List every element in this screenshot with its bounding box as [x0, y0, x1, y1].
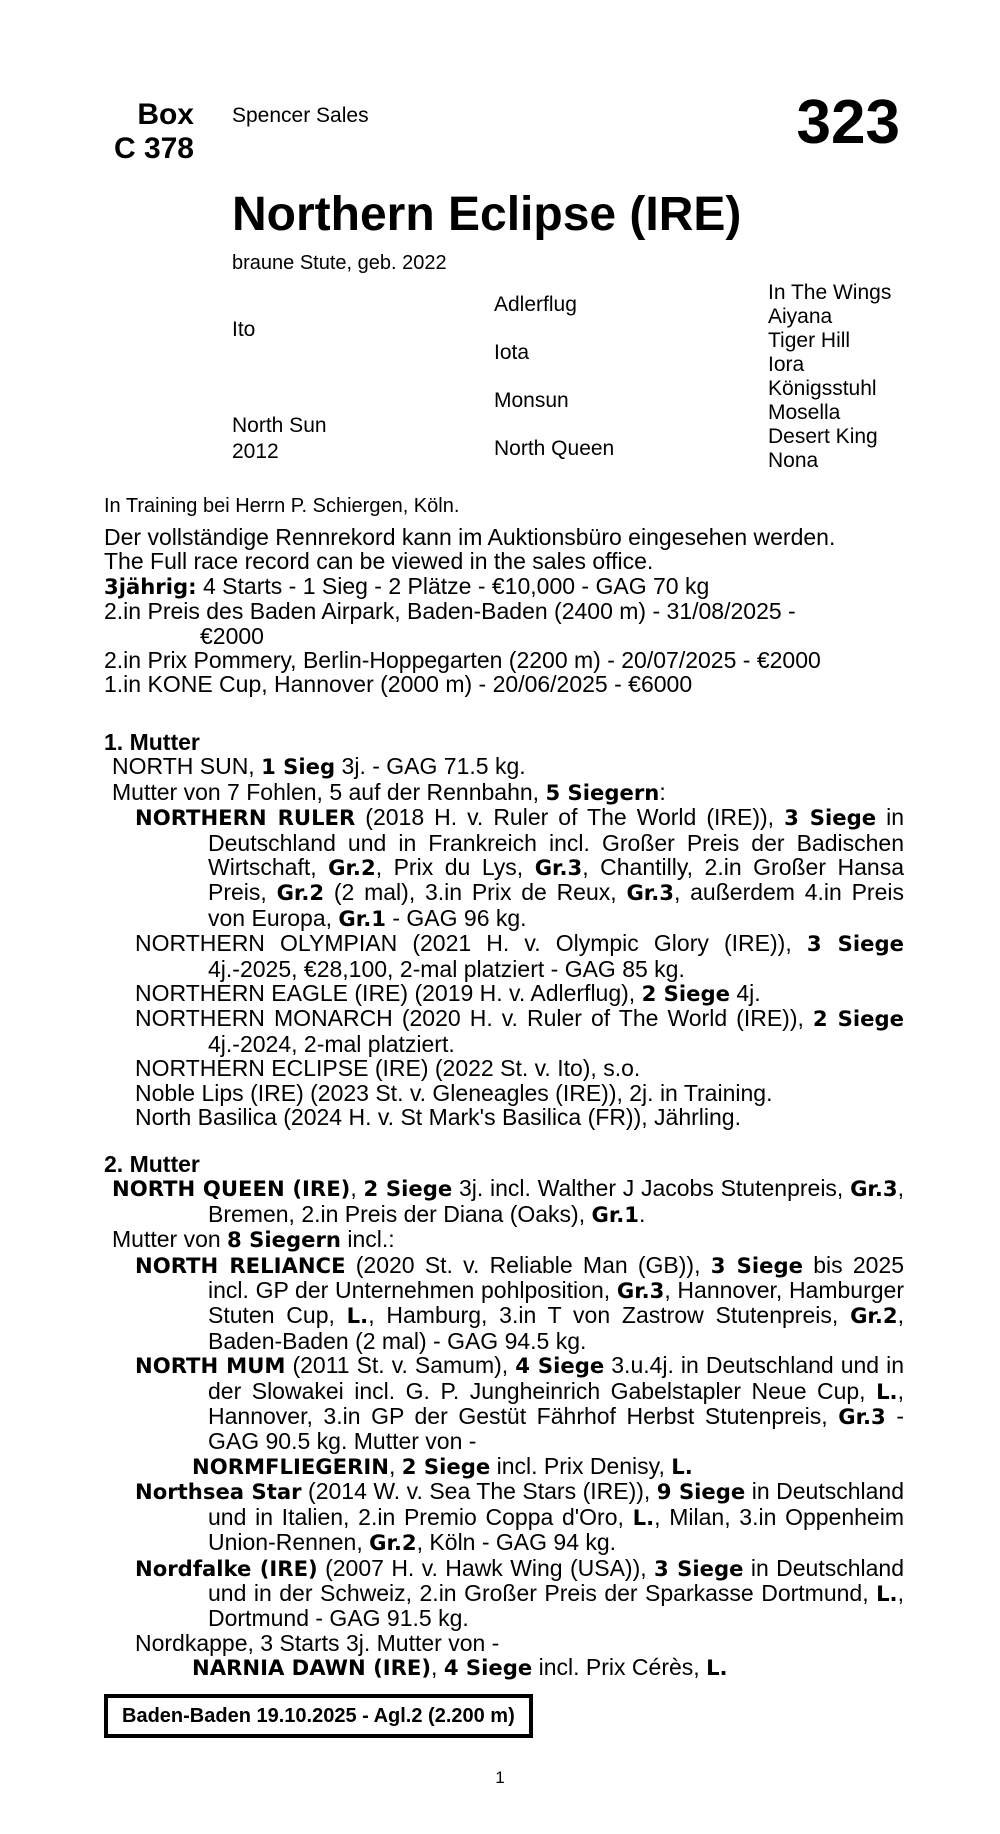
text: NORTHERN MONARCH (2020 H. v. Ruler of The World (IRE)),	[135, 1005, 813, 1032]
text: (2014 W. v. Sea The Stars (IRE)),	[301, 1478, 657, 1505]
bold-text: Northsea Star	[135, 1479, 302, 1505]
bold-text: Gr.2	[850, 1303, 898, 1329]
text: 3.u.4j. in Deutschland und in der Slowakei incl. G. P. Jungheinrich Gabelstapler Neue Cup,	[208, 1352, 904, 1404]
text: 3j. incl. Walther J Jacobs Stutenpreis,	[452, 1175, 851, 1202]
text: , Hannover, Hamburger Stuten Cup,	[208, 1277, 904, 1329]
pedigree-gen3-3: Tiger Hill	[768, 329, 851, 352]
text: (2011 St. v. Samum),	[285, 1352, 516, 1379]
dam1-wins: 1 Sieg	[261, 754, 336, 780]
pedigree-dam: North Sun	[232, 414, 327, 437]
offspring-entry	[104, 1631, 904, 1655]
text: in Deutschland und in Frankreich incl. Großer Preis der Badischen Wirtschaft,	[208, 804, 904, 881]
bold-text: Gr.3	[626, 880, 674, 906]
text: ,	[431, 1654, 444, 1681]
bold-text: 4 Siege	[515, 1353, 605, 1379]
dam1-title: 1. Mutter	[104, 729, 200, 755]
offspring-entry	[104, 1253, 904, 1354]
bold-text: Gr.2	[328, 855, 376, 881]
text: incl. Prix Denisy,	[490, 1452, 672, 1479]
seller-name: Spencer Sales	[232, 104, 369, 127]
record-result: 2.in Preis des Baden Airpark, Baden-Baden (2400 m) - 31/08/2025 -	[104, 598, 796, 625]
text: Noble Lips (IRE) (2023 St. v. Gleneagles (IRE)), 2j. in Training.	[135, 1079, 773, 1106]
text: - GAG 96 kg.	[385, 904, 527, 931]
text: , Hannover, 3.in GP der Gestüt Fährhof Herbst Stutenpreis,	[208, 1377, 904, 1430]
text: 4j.-2024, 2-mal platziert.	[208, 1030, 455, 1057]
text: North Basilica (2024 H. v. St Mark's Basilica (FR)), Jährling.	[135, 1104, 741, 1131]
record-summary-label: 3jährig:	[104, 573, 197, 599]
pedigree-gen3-1: In The Wings	[768, 281, 892, 304]
text: , Baden-Baden (2 mal) - GAG 94.5 kg.	[208, 1302, 904, 1354]
dam1-section	[104, 730, 904, 1130]
bold-text: NORTHERN RULER	[135, 805, 356, 831]
pedigree-gen3-5: Königsstuhl	[768, 377, 877, 400]
horse-description: braune Stute, geb. 2022	[232, 252, 447, 274]
pedigree-dam-year: 2012	[232, 440, 279, 463]
text: NORTHERN EAGLE (IRE) (2019 H. v. Adlerflug),	[135, 980, 642, 1007]
offspring-entry	[104, 981, 904, 1006]
box-title: Box	[137, 98, 194, 131]
bold-text: NORTH RELIANCE	[135, 1252, 346, 1278]
dam1-name: NORTH SUN,	[112, 753, 262, 780]
text: (2 mal), 3.in Prix de Reux,	[324, 879, 627, 906]
bold-text: 3 Siege	[806, 931, 904, 957]
record-result-cont: €2000	[200, 622, 264, 649]
horse-name: Northern Eclipse (IRE)	[232, 188, 742, 241]
box-label	[100, 98, 194, 166]
bold-text: Gr.1	[591, 1201, 640, 1227]
pedigree-gen3-4: Iora	[768, 353, 805, 376]
pedigree-sire-sire: Adlerflug	[494, 293, 577, 316]
bold-text: 2 Siege	[363, 1176, 453, 1202]
text: in Deutschland und in der Schweiz, 2.in Großer Preis der Sparkasse Dortmund,	[208, 1554, 904, 1606]
pedigree-sire-dam: Iota	[494, 341, 530, 364]
bold-text: Gr.3	[850, 1176, 898, 1202]
record-note-de: Der vollständige Rennrekord kann im Auktionsbüro eingesehen werden.	[104, 524, 836, 550]
dam1-after: 3j. - GAG 71.5 kg.	[335, 753, 526, 780]
offspring-entry	[104, 805, 904, 931]
record-summary	[104, 574, 904, 599]
bold-text: Gr.2	[369, 1530, 417, 1556]
bold-text: L.	[876, 1580, 898, 1606]
bold-text: L.	[346, 1303, 369, 1329]
text: ,	[388, 1452, 402, 1479]
bold-text: L.	[706, 1655, 728, 1681]
bold-text: 3 Siege	[710, 1252, 803, 1278]
dam2-produce	[104, 1227, 904, 1252]
bold-text: 4 Siege	[443, 1655, 533, 1681]
text: (2020 St. v. Reliable Man (GB)),	[345, 1251, 711, 1278]
dam2-title: 2. Mutter	[104, 1151, 200, 1177]
bold-text: Gr.3	[616, 1278, 665, 1304]
text: , Prix du Lys,	[375, 854, 535, 881]
offspring-sub-entry	[104, 1655, 904, 1680]
dam2-intro	[104, 1176, 904, 1227]
text: , Dortmund - GAG 91.5 kg.	[208, 1579, 904, 1632]
record-result: 1.in KONE Cup, Hannover (2000 m) - 20/06/2025 - €6000	[104, 671, 693, 698]
lot-number: 323	[796, 88, 900, 157]
text: , Hamburg, 3.in T von Zastrow Stutenpreis,	[368, 1302, 851, 1329]
bold-text: 3 Siege	[654, 1555, 744, 1581]
page-number: 1	[495, 1768, 505, 1787]
bold-text: 9 Siege	[656, 1479, 746, 1505]
bold-text: 8 Siegern	[227, 1227, 341, 1253]
dam1-produce-text: Mutter von 7 Fohlen, 5 auf der Rennbahn,	[112, 778, 546, 805]
offspring-sub-entry	[104, 1454, 904, 1479]
dam1-produce	[104, 780, 904, 805]
text: - GAG 90.5 kg. Mutter von -	[208, 1403, 904, 1455]
text: Mutter von	[112, 1226, 228, 1253]
bold-text: Gr.3	[534, 855, 583, 881]
bold-text: 3 Siege	[784, 805, 877, 831]
offspring-entry	[104, 1056, 904, 1080]
bold-text: L.	[671, 1453, 693, 1479]
bold-text: Nordfalke (IRE)	[135, 1555, 318, 1581]
pedigree-gen3-7: Desert King	[768, 425, 878, 448]
bold-text: Gr.1	[338, 905, 386, 931]
record-result: 2.in Prix Pommery, Berlin-Hoppegarten (2200 m) - 20/07/2025 - €2000	[104, 647, 821, 674]
bold-text: NORTH QUEEN (IRE)	[112, 1176, 351, 1202]
pedigree-dam-dam: North Queen	[494, 437, 615, 460]
bold-text: L.	[632, 1504, 655, 1530]
offspring-entry	[104, 1479, 904, 1555]
offspring-entry	[104, 1081, 904, 1105]
offspring-entry	[104, 1556, 904, 1631]
record-summary-text: 4 Starts - 1 Sieg - 2 Plätze - €10,000 - GAG 70 kg	[196, 572, 710, 599]
text: in Deutschland und in Italien, 2.in Premio Coppa d'Oro,	[208, 1478, 904, 1530]
text: NORTHERN ECLIPSE (IRE) (2022 St. v. Ito), s.o.	[135, 1055, 641, 1082]
race-record	[104, 525, 904, 697]
text: 4j.-2025, €28,100, 2-mal platziert - GAG 85 kg.	[208, 955, 685, 982]
pedigree-gen3-6: Mosella	[768, 401, 841, 424]
pedigree-gen3-2: Aiyana	[768, 305, 833, 328]
text: 4j.	[730, 980, 761, 1007]
text: , Chantilly, 2.in Großer Hansa Preis,	[208, 854, 904, 906]
text: incl. Prix Cérès,	[532, 1654, 707, 1681]
offspring-entry	[104, 1006, 904, 1056]
pedigree-dam-sire: Monsun	[494, 389, 569, 412]
pedigree-sire: Ito	[232, 318, 256, 341]
training-info: In Training bei Herrn P. Schiergen, Köln.	[104, 495, 460, 517]
text: incl.:	[340, 1226, 395, 1253]
bold-text: 2 Siege	[401, 1453, 491, 1479]
bold-text: Gr.3	[838, 1404, 886, 1430]
bold-text: 2 Siege	[812, 1006, 904, 1032]
text: NORTHERN OLYMPIAN (2021 H. v. Olympic Glory (IRE)),	[135, 930, 807, 957]
bold-text: NORTH MUM	[135, 1353, 286, 1379]
pedigree-gen3-8: Nona	[768, 449, 819, 472]
text: ,	[350, 1175, 364, 1202]
offspring-entry	[104, 1353, 904, 1454]
dam2-offspring-list	[104, 1253, 904, 1681]
box-number: C 378	[113, 132, 194, 165]
bold-text: 2 Siege	[641, 981, 730, 1007]
text: , Köln - GAG 94 kg.	[416, 1529, 617, 1556]
dam1-produce-post: :	[659, 778, 666, 805]
dam1-offspring-list	[104, 805, 904, 1129]
text: , außerdem 4.in Preis von Europa,	[208, 879, 904, 931]
text: , Bremen, 2.in Preis der Diana (Oaks),	[208, 1175, 904, 1227]
bold-text: Gr.2	[276, 880, 325, 906]
bold-text: L.	[876, 1378, 898, 1404]
text: Nordkappe, 3 Starts 3j. Mutter von -	[135, 1629, 500, 1656]
dam1-produce-count: 5 Siegern	[545, 779, 660, 805]
text: , Milan, 3.in Oppenheim Union-Rennen,	[208, 1503, 904, 1556]
text: (2007 H. v. Hawk Wing (USA)),	[317, 1554, 655, 1581]
bold-text: NORMFLIEGERIN	[192, 1453, 389, 1479]
text: .	[639, 1200, 646, 1227]
race-info-box: Baden-Baden 19.10.2025 - Agl.2 (2.200 m)	[104, 1694, 533, 1738]
dam1-line	[104, 754, 904, 779]
offspring-entry	[104, 1105, 904, 1129]
bold-text: NARNIA DAWN (IRE)	[192, 1655, 432, 1681]
offspring-entry	[104, 931, 904, 981]
dam2-section	[104, 1152, 904, 1681]
record-note-en: The Full race record can be viewed in the sales office.	[104, 548, 654, 575]
text: (2018 H. v. Ruler of The World (IRE)),	[355, 804, 785, 831]
text: bis 2025 incl. GP der Unternehmen pohlposition,	[208, 1251, 905, 1304]
